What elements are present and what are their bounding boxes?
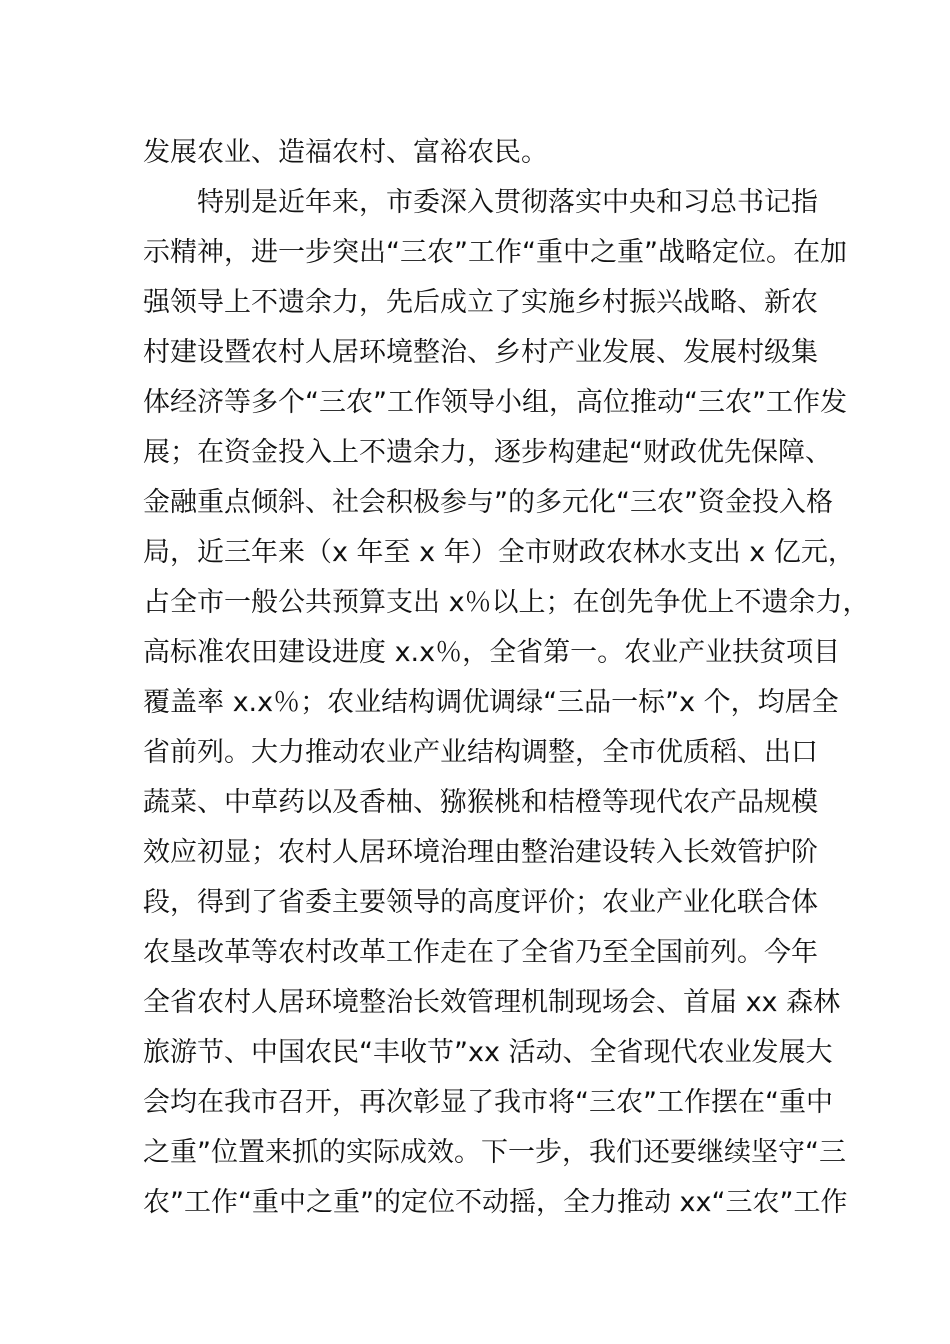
text-line-15: 效应初显；农村人居环境治理由整治建设转入长效管护阶: [143, 837, 818, 868]
text-line-9: 局，近三年来（x 年至 x 年）全市财政农林水支出 x 亿元，: [143, 537, 855, 568]
body-text: [143, 128, 870, 1228]
text-line-3: 示精神，进一步突出“三农”工作“重中之重”战略定位。在加: [143, 237, 847, 268]
text-line-13: 省前列。大力推动农业产业结构调整，全市优质稻、出口: [143, 737, 818, 768]
text-line-5: 村建设暨农村人居环境整治、乡村产业发展、发展村级集: [143, 337, 818, 368]
text-line-20: 会均在我市召开，再次彰显了我市将“三农”工作摆在“重中: [143, 1087, 833, 1118]
text-line-10: 占全市一般公共预算支出 x％以上；在创先争优上不遗余力，: [143, 587, 870, 618]
text-line-22: 农”工作“重中之重”的定位不动摇，全力推动 xx“三农”工作: [143, 1187, 848, 1218]
text-line-7: 展；在资金投入上不遗余力，逐步构建起“财政优先保障、: [143, 437, 832, 468]
text-line-1: 发展农业、造福农村、富裕农民。: [143, 137, 548, 168]
text-line-21: 之重”位置来抓的实际成效。下一步，我们还要继续坚守“三: [143, 1137, 846, 1168]
text-line-14: 蔬菜、中草药以及香柚、猕猴桃和桔橙等现代农产品规模: [143, 787, 818, 818]
text-line-17: 农垦改革等农村改革工作走在了全省乃至全国前列。今年: [143, 937, 818, 968]
text-line-12: 覆盖率 x.x％；农业结构调优调绿“三品一标”x 个，均居全: [143, 687, 839, 718]
text-line-18: 全省农村人居环境整治长效管理机制现场会、首届 xx 森林: [143, 987, 841, 1018]
text-line-8: 金融重点倾斜、社会积极参与”的多元化“三农”资金投入格: [143, 487, 833, 518]
text-line-6: 体经济等多个“三农”工作领导小组，高位推动“三农”工作发: [143, 387, 847, 418]
text-line-2: 特别是近年来，市委深入贯彻落实中央和习总书记指: [143, 187, 818, 218]
text-line-4: 强领导上不遗余力，先后成立了实施乡村振兴战略、新农: [143, 287, 818, 318]
text-line-11: 高标准农田建设进度 x.x％，全省第一。农业产业扶贫项目: [143, 637, 841, 668]
text-line-19: 旅游节、中国农民“丰收节”xx 活动、全省现代农业发展大: [143, 1037, 833, 1068]
text-line-16: 段，得到了省委主要领导的高度评价；农业产业化联合体: [143, 887, 818, 918]
